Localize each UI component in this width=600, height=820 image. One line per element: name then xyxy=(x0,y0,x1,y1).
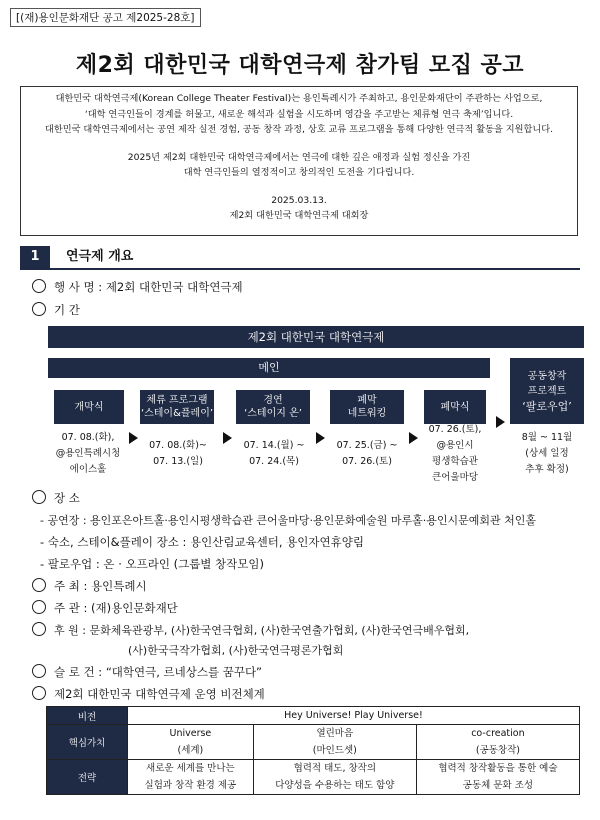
circle-bullet-icon xyxy=(32,664,46,678)
sponsor-text: 후 원 : 문화체육관광부, (사)한국연극협회, (사)한국연출가협회, (사)한국연극배우협회, xyxy=(54,624,470,637)
values-label: 핵심가치 xyxy=(47,725,128,760)
stage-label: 폐막 xyxy=(357,395,377,406)
stage-stay-play xyxy=(140,390,214,424)
value-cell xyxy=(416,725,579,760)
place-item: - 팔로우업 : 온 · 오프라인 (그룹별 창작모임) xyxy=(40,557,264,571)
intro-signer: 제2회 대한민국 대학연극제 대회장 xyxy=(229,210,369,221)
date-line: @용인시 xyxy=(436,440,474,451)
arrow-right-icon xyxy=(496,416,505,428)
date-line: 07. 14.(월) ~ xyxy=(243,440,305,451)
event-name-row xyxy=(32,279,243,295)
strategy-cell xyxy=(128,760,254,795)
stage-date xyxy=(136,438,220,470)
place-row xyxy=(32,490,80,506)
value-cell xyxy=(128,725,254,760)
table-row xyxy=(47,707,580,725)
period-row xyxy=(32,302,80,318)
vision-label: 비전 xyxy=(47,707,128,725)
stage-networking xyxy=(330,390,404,424)
stage-label: 프로젝트 xyxy=(527,385,567,397)
stage-sublabel: ‘팔로우업’ xyxy=(522,399,572,413)
stage-closing xyxy=(424,390,486,424)
timeline-main-label: 메인 xyxy=(48,358,490,378)
stage-opening xyxy=(54,390,124,424)
section-title: 연극제 개요 xyxy=(66,249,134,264)
value-name: Universe xyxy=(169,728,212,739)
follow-up-date xyxy=(508,430,586,478)
date-line: 에이스홀 xyxy=(69,464,107,475)
value-sub: (마인드셋) xyxy=(312,745,357,756)
intro-box xyxy=(20,86,578,236)
strategy-line: 협력적 창작활동을 통한 예술 xyxy=(438,763,558,774)
date-line: 큰어울마당 xyxy=(432,472,478,483)
host-text: 주 최 : 용인특례시 xyxy=(54,579,147,593)
value-cell xyxy=(253,725,416,760)
date-line: 07. 25.(금) ~ xyxy=(336,440,398,451)
date-line: 추후 확정) xyxy=(525,464,569,475)
strategy-cell xyxy=(416,760,579,795)
value-name: 열린마음 xyxy=(316,728,354,739)
date-line: 07. 24.(목) xyxy=(249,456,299,467)
host-row xyxy=(32,578,147,594)
stage-date xyxy=(231,438,317,470)
circle-bullet-icon xyxy=(32,302,46,316)
section-number: 1 xyxy=(20,246,50,268)
intro-line: 대한민국 대학연극제(Korean College Theater Festival)는 용인특례시가 주최하고, 용인문화재단이 주관하는 사업으로, xyxy=(55,93,543,104)
circle-bullet-icon xyxy=(32,686,46,700)
stage-label: 폐막식 xyxy=(440,401,470,413)
date-line: @용인특례시청 xyxy=(55,448,121,459)
strategy-cell xyxy=(253,760,416,795)
intro-date: 2025.03.13. xyxy=(271,194,327,206)
stage-label: 체류 프로그램 xyxy=(146,395,208,406)
strategy-line: 공동체 문화 조성 xyxy=(462,780,534,791)
stage-date xyxy=(46,430,130,478)
date-line: 07. 26.(토), xyxy=(428,424,482,435)
circle-bullet-icon xyxy=(32,600,46,614)
circle-bullet-icon xyxy=(32,578,46,592)
timeline-banner: 제2회 대한민국 대학연극제 xyxy=(48,326,584,348)
place-item: - 숙소, 스테이&플레이 장소 : 용인산림교육센터, 용인자연휴양림 xyxy=(40,535,364,549)
circle-bullet-icon xyxy=(32,279,46,293)
stage-competition xyxy=(236,390,310,424)
strategy-line: 실험과 창작 환경 제공 xyxy=(144,780,237,791)
vision-text: Hey Universe! Play Universe! xyxy=(128,707,580,725)
sponsor-text-cont: (사)한국극작가협회, (사)한국연극평론가협회 xyxy=(128,644,344,657)
slogan-row xyxy=(32,664,262,680)
stage-label: 경연 xyxy=(263,395,283,406)
strategy-line: 협력적 태도, 창작의 xyxy=(293,763,377,774)
event-name: 행 사 명 : 제2회 대한민국 대학연극제 xyxy=(54,280,243,294)
stage-date xyxy=(324,438,410,470)
intro-line: ‘대학 연극인들이 경계를 허물고, 새로운 해석과 실험을 시도하며 영감을 주고받는 체류형 연극 축제’입니다. xyxy=(84,108,514,120)
organizer-text: 주 관 : (재)용인문화재단 xyxy=(54,601,178,615)
table-row xyxy=(47,725,580,760)
intro-line: 대학 연극인들의 열정적이고 창의적인 도전을 기다립니다. xyxy=(183,167,415,178)
stage-sublabel: ‘스테이지 온’ xyxy=(244,408,302,419)
page-title: 제2회 대한민국 대학연극제 참가팀 모집 공고 xyxy=(75,53,525,78)
strategy-label: 전략 xyxy=(47,760,128,795)
place-item: - 공연장 : 용인포은아트홀·용인시평생학습관 큰어울마당·용인문화예술원 마루홀·용인시문예회관 처인홀 xyxy=(40,514,537,527)
date-line: 07. 08.(화), xyxy=(61,432,115,443)
date-line: 8월 ~ 11월 xyxy=(521,432,573,443)
date-line: 07. 08.(화)~ xyxy=(149,440,207,451)
stage-label: 공동창작 xyxy=(527,370,567,382)
place-label: 장 소 xyxy=(54,491,80,505)
date-line: 07. 13.(일) xyxy=(153,456,203,467)
circle-bullet-icon xyxy=(32,490,46,504)
slogan-text: 슬 로 건 : “대학연극, 르네상스를 꿈꾸다” xyxy=(54,665,263,679)
stage-follow-up xyxy=(510,358,584,424)
section-header xyxy=(20,246,580,270)
strategy-line: 새로운 세계를 만나는 xyxy=(146,763,235,774)
stage-sublabel: ‘스테이&플레이’ xyxy=(140,408,214,419)
vision-table xyxy=(46,706,580,795)
organizer-row xyxy=(32,600,178,616)
date-line: 07. 26.(토) xyxy=(342,456,392,467)
vision-title-row xyxy=(32,686,265,702)
value-sub: (공동창작) xyxy=(475,745,520,756)
intro-line: 2025년 제2회 대한민국 대학연극제에서는 연극에 대한 깊은 애정과 실험 정신을 가진 xyxy=(127,151,471,163)
stage-sublabel: 네트워킹 xyxy=(347,408,387,419)
value-name: co-creation xyxy=(471,728,525,739)
strategy-line: 다양성을 수용하는 태도 함양 xyxy=(275,780,395,791)
intro-line: 대한민국 대학연극제에서는 공연 제작 실전 경험, 공동 창작 과정, 상호 교류 프로그램을 통해 다양한 연극적 활동을 지원합니다. xyxy=(44,124,554,135)
notice-number: [(재)용인문화재단 공고 제2025-28호] xyxy=(10,8,201,27)
circle-bullet-icon xyxy=(32,622,46,636)
date-line: 평생학습관 xyxy=(432,456,478,467)
sponsor-row xyxy=(32,622,469,638)
vision-title: 제2회 대한민국 대학연극제 운영 비전체계 xyxy=(54,687,265,701)
value-sub: (세계) xyxy=(177,745,204,756)
stage-label: 개막식 xyxy=(74,401,104,413)
date-line: (상세 일정 xyxy=(525,448,569,459)
period-label: 기 간 xyxy=(54,303,80,317)
table-row xyxy=(47,760,580,795)
stage-date xyxy=(416,422,494,486)
